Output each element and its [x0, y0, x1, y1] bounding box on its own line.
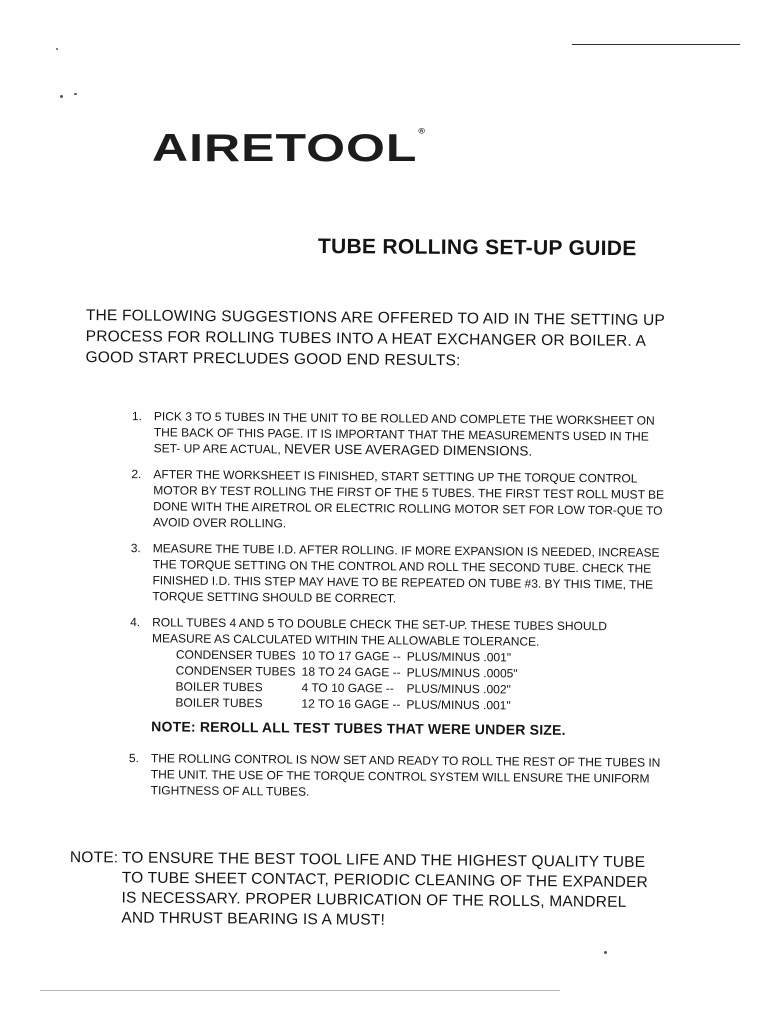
scan-speck [60, 95, 63, 98]
step-number: 3. [130, 541, 141, 556]
gage-range: 18 TO 24 GAGE -- [301, 664, 401, 680]
maintenance-note [69, 848, 660, 933]
tube-type: CONDENSER TUBES [175, 647, 296, 663]
gage-range: 10 TO 17 GAGE -- [301, 648, 401, 664]
scan-speck [604, 951, 607, 954]
step-number: 4. [130, 615, 141, 630]
note-text: TO ENSURE THE BEST TOOL LIFE AND THE HIGHEST QUALITY TUBE TO TUBE SHEET CONTACT, PERIODIC CLEANING OF THE EXPANDER IS NECESSARY. PROPER LUBRICATION OF THE ROLLS, MANDREL AND THRUST BEARING IS A MUST! [121, 849, 649, 929]
tolerance-value: PLUS/MINUS .001" [406, 649, 512, 665]
gage-range: 12 TO 16 GAGE -- [301, 696, 401, 712]
tolerance-value: PLUS/MINUS .002" [406, 681, 511, 697]
reroll-note: NOTE: REROLL ALL TEST TUBES THAT WERE UNDER SIZE. [151, 718, 566, 738]
tube-type: BOILER TUBES [175, 679, 263, 695]
step-body [151, 614, 663, 744]
step-number: 5. [128, 751, 140, 766]
note-label: NOTE: [69, 848, 119, 867]
registered-mark: ® [418, 127, 427, 136]
step-text: MEASURE THE TUBE I.D. AFTER ROLLING. IF MORE EXPANSION IS NEEDED, INCREASE THE TORQUE SETTING ON THE CONTROL AND ROLL THE SECOND TUBE. CHECK THE FINISHED I.D. THIS STEP MAY HAVE TO BE REPEATED ON TUBE #3. BY THIS TIME, THE TORQUE SETTING SHOULD BE CORRECT. [152, 541, 660, 606]
gage-range: 4 TO 10 GAGE -- [301, 680, 394, 696]
step-3 [118, 540, 664, 609]
step-text: PICK 3 TO 5 TUBES IN THE UNIT TO BE ROLLED AND COMPLETE THE WORKSHEET ON THE BACK OF THIS PAGE. IT IS IMPORTANT THAT THE MEASUREMENTS USED IN THE SET- UP ARE ACTUAL, [153, 409, 655, 457]
intro-paragraph: THE FOLLOWING SUGGESTIONS ARE OFFERED TO AID IN THE SETTING UP PROCESS FOR ROLLING TUBES INTO A HEAT EXCHANGER OR BOILER. A GOOD START PRECLUDES GOOD END RESULTS: [85, 306, 665, 370]
scan-speck [56, 48, 58, 50]
step-1 [120, 408, 665, 461]
step-number: 2. [131, 467, 142, 482]
step-4 [117, 614, 663, 745]
step-2 [119, 466, 665, 535]
step-body [154, 408, 665, 460]
step-text: ROLL TUBES 4 AND 5 TO DOUBLE CHECK THE SET-UP. THESE TUBES SHOULD MEASURE AS CALCULATED WITHIN THE ALLOWABLE TOLERANCE. [151, 615, 607, 649]
tolerance-value: PLUS/MINUS .0005" [406, 665, 518, 681]
airetool-logo [152, 125, 427, 170]
step-5 [117, 750, 662, 803]
step-emphasis: NEVER USE AVERAGED DIMENSIONS. [284, 441, 533, 459]
page-title: TUBE ROLLING SET-UP GUIDE [317, 235, 637, 261]
step-text: THE ROLLING CONTROL IS NOW SET AND READY TO ROLL THE REST OF THE TUBES IN THE UNIT. THE USE OF THE TORQUE CONTROL SYSTEM WILL ENSURE THE UNIFORM TIGHTNESS OF ALL TUBES. [150, 751, 661, 799]
steps-list [117, 408, 665, 813]
step-number: 1. [131, 409, 143, 424]
scan-artifact-line [40, 990, 560, 991]
tolerance-row [175, 694, 517, 713]
step-text: AFTER THE WORKSHEET IS FINISHED, START SETTING UP THE TORQUE CONTROL MOTOR BY TEST ROLLING THE FIRST OF THE 5 TUBES. THE FIRST TEST ROLL MUST BE DONE WITH THE AIRETROL OR ELECTRIC ROLLING MOTOR SET FOR LOW TOR-QUE TO AVOID OVER ROLLING. [152, 467, 665, 531]
scan-speck [74, 93, 77, 95]
tolerance-table [175, 646, 517, 713]
tube-type: CONDENSER TUBES [175, 663, 296, 679]
tube-type: BOILER TUBES [175, 695, 263, 711]
tolerance-value: PLUS/MINUS .001" [406, 697, 511, 713]
logo-text: AIRETOOL [152, 125, 418, 170]
scan-artifact-line [572, 44, 740, 45]
